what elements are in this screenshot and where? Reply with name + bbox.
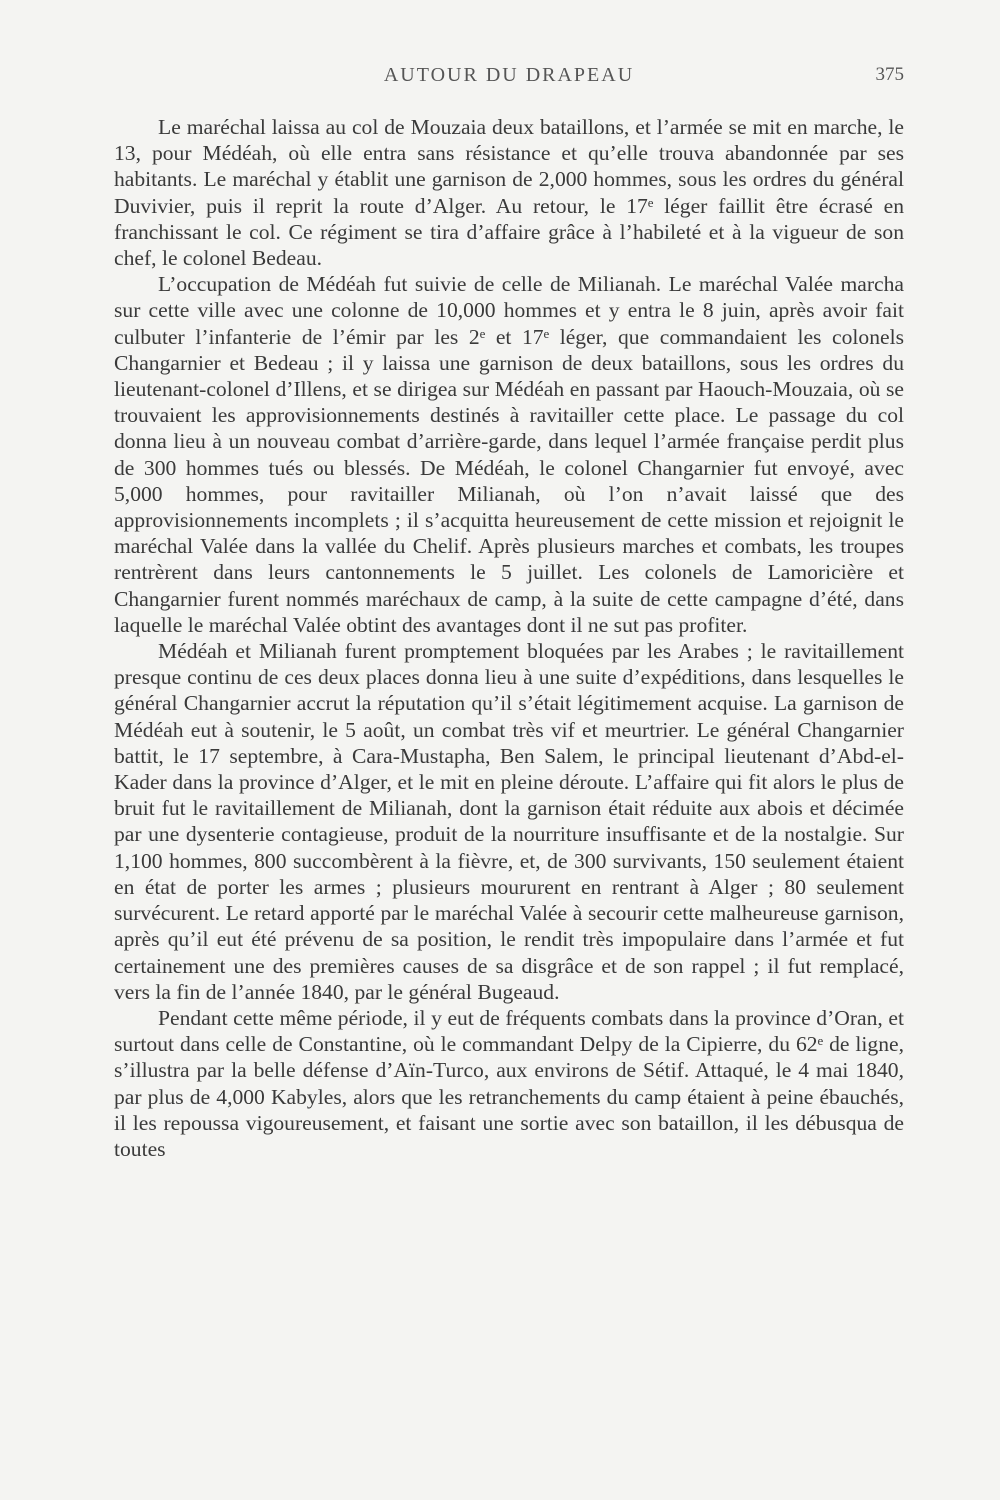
paragraph-1: Le maréchal laissa au col de Mouzaia deux bataillons, et l’armée se mit en marche, le 13, pour Médéah, où elle entra sans résistance et qu’elle trouva abandonnée par ses habitants. Le maréchal y établit une garnison de 2,000 hommes, sous les ordres du général Duvivier, puis il reprit la route d’Alger. Au retour, le 17ᵉ léger faillit être écrasé en franchissant le col. Ce régiment se tira d’affaire grâce à l’habileté et à la vigueur de son chef, le colonel Bedeau.	[114, 115, 904, 271]
body-text	[114, 114, 904, 1162]
paragraph-2: L’occupation de Médéah fut suivie de celle de Milianah. Le maréchal Valée marcha sur cette ville avec une colonne de 10,000 hommes et y entra le 8 juin, après avoir fait culbuter l’infanterie de l’émir par les 2ᵉ et 17ᵉ léger, que commandaient les colonels Changarnier et Bedeau ; il y laissa une garnison de deux bataillons, sous les ordres du lieutenant-colonel d’Illens, et se dirigea sur Médéah en passant par Haouch-Mouzaia, où se trouvaient les approvisionnements destinés à ravitailler cette place. Le passage du col donna lieu à un nouveau combat d’arrière-garde, dans lequel l’armée française perdit plus de 300 hommes tués ou blessés. De Médéah, le colonel Changarnier fut envoyé, avec 5,000 hommes, pour ravitailler Milianah, où l’on n’avait laissé que des approvisionnements incomplets ; il s’acquitta heureusement de cette mission et rejoignit le maréchal Valée dans la vallée du Chelif. Après plusieurs marches et combats, les troupes rentrèrent dans leurs cantonnements le 5 juillet. Les colonels de Lamoricière et Changarnier furent nommés maréchaux de camp, à la suite de cette campagne d’été, dans laquelle le maréchal Valée obtint des avantages dont il ne sut pas profiter.	[114, 272, 904, 637]
paragraph-3: Médéah et Milianah furent promptement bloquées par les Arabes ; le ravitaillement presque continu de ces deux places donna lieu à une suite d’expéditions, dans lesquelles le général Changarnier accrut la réputation qu’il s’était légitimement acquise. La garnison de Médéah eut à soutenir, le 5 août, un combat très vif et meurtrier. Le général Changarnier battit, le 17 septembre, à Cara-Mustapha, Ben Salem, le principal lieutenant d’Abd-el-Kader dans la province d’Alger, et le mit en pleine déroute. L’affaire qui fit alors le plus de bruit fut le ravitaillement de Milianah, dont la garnison était réduite aux abois et décimée par une dysenterie contagieuse, produit de la nourriture insuffisante et de la nostalgie. Sur 1,100 hommes, 800 succombèrent à la fièvre, et, de 300 survivants, 150 seulement étaient en état de porter les armes ; plusieurs moururent en rentrant à Alger ; 80 seulement survécurent. Le retard apporté par le maréchal Valée à secourir cette malheureuse garnison, après qu’il eut été prévenu de sa position, le rendit très impopulaire dans l’armée et fut certainement une des premières causes de sa disgrâce et de son rappel ; il fut remplacé, vers la fin de l’année 1840, par le général Bugeaud.	[114, 639, 904, 1004]
paragraph-4: Pendant cette même période, il y eut de fréquents combats dans la province d’Oran, et surtout dans celle de Constantine, où le commandant Delpy de la Cipierre, du 62ᵉ de ligne, s’illustra par la belle défense d’Aïn-Turco, aux environs de Sétif. Attaqué, le 4 mai 1840, par plus de 4,000 Kabyles, alors que les retranchements du camp étaient à peine ébauchés, il les repoussa vigoureusement, et faisant une sortie avec son bataillon, il les débusqua de toutes	[114, 1005, 904, 1161]
running-title: AUTOUR DU DRAPEAU	[383, 64, 635, 86]
page-number: 375	[875, 64, 904, 85]
running-head	[114, 64, 904, 94]
